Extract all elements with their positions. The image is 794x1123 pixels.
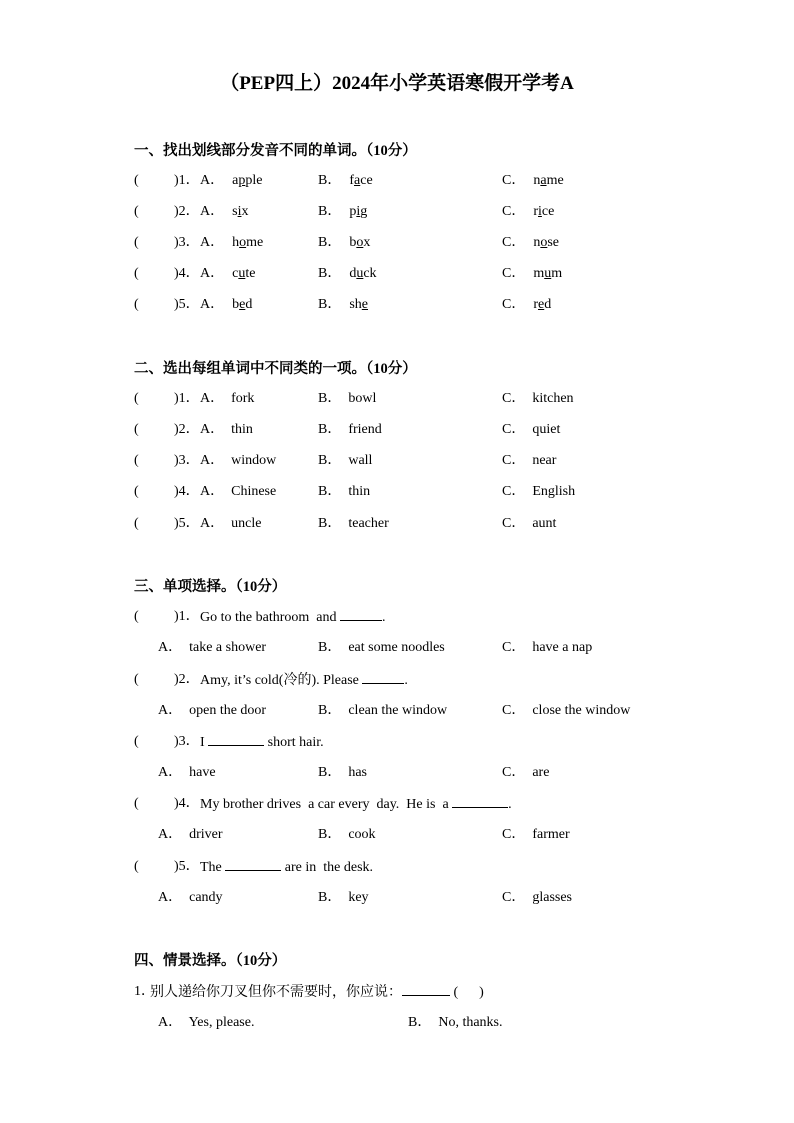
option-c: C． aunt: [502, 516, 557, 531]
option-c: C． have a nap: [502, 640, 593, 655]
question-number: )3．: [174, 734, 200, 749]
option-c: [502, 294, 551, 316]
option-c: [502, 201, 554, 223]
underlined-letters: a: [354, 173, 361, 188]
word-part: se: [547, 235, 560, 250]
answer-paren-open: (: [134, 422, 139, 437]
question-number: )3．: [174, 235, 200, 250]
question-stem: [200, 606, 385, 629]
word-part: b: [349, 235, 357, 250]
word-part: n: [533, 235, 541, 250]
question-row: [134, 981, 774, 1003]
option-word: [349, 266, 376, 281]
underlined-letters: a: [540, 173, 547, 188]
question-number: 1．: [134, 984, 155, 999]
word-part: me: [546, 173, 564, 188]
answer-paren-open: (: [134, 672, 139, 687]
answer-blank: [362, 669, 404, 684]
word-part: m: [533, 266, 545, 281]
word-part: x: [363, 235, 371, 250]
answer-blank: [208, 731, 264, 746]
question-row: [134, 606, 774, 628]
answer-paren-open: (: [134, 859, 139, 874]
question-row: [134, 263, 774, 285]
options-row: [134, 700, 774, 722]
option-b: B． cook: [318, 827, 376, 842]
section-1-heading: 一、找出划线部分发音不同的单词。（10分）: [134, 143, 417, 159]
answer-blank: [225, 856, 281, 871]
question-row: [134, 513, 774, 535]
option-b: [318, 263, 377, 285]
question-row: [134, 793, 774, 815]
question-row: [134, 856, 774, 878]
stem-text: are in the desk.: [281, 860, 374, 875]
option-word: [533, 204, 554, 219]
underlined-letters: e: [361, 297, 369, 312]
option-word: [232, 204, 248, 219]
answer-paren-open: (: [134, 173, 139, 188]
option-letter: B．: [318, 297, 342, 312]
word-part: ce: [360, 173, 373, 188]
question-number: )2．: [174, 422, 200, 437]
word-part: n: [533, 173, 541, 188]
option-b: B． clean the window: [318, 703, 448, 718]
option-b: [318, 294, 368, 316]
option-letter: B．: [318, 235, 342, 250]
option-b: B． key: [318, 890, 369, 905]
stem-text: I: [200, 735, 209, 750]
answer-paren-open: (: [134, 297, 139, 312]
answer-blank: [340, 606, 382, 621]
option-word: [533, 173, 563, 188]
stem-text: .: [381, 610, 386, 625]
option-a: A． take a shower: [158, 640, 267, 655]
option-c: [502, 232, 559, 254]
option-letter: C．: [502, 235, 526, 250]
question-row: [134, 388, 774, 410]
section-4-heading: 四、情景选择。（10分）: [134, 953, 287, 969]
stem-text: The: [200, 860, 226, 875]
option-word: [349, 173, 372, 188]
option-b: [318, 201, 367, 223]
question-number: )4．: [174, 266, 200, 281]
question-number: )5．: [174, 297, 200, 312]
option-b: B． bowl: [318, 391, 377, 406]
underlined-letters: u: [238, 266, 246, 281]
page-title: （PEP四上）2024年小学英语寒假开学考A: [220, 73, 574, 94]
option-c: C． close the window: [502, 703, 631, 718]
word-part: b: [232, 297, 240, 312]
section-3-heading: 三、单项选择。（10分）: [134, 579, 287, 595]
word-part: ple: [245, 173, 263, 188]
option-word: [232, 266, 255, 281]
option-a: A． have: [158, 765, 216, 780]
underlined-letters: o: [239, 235, 247, 250]
option-letter: C．: [502, 173, 526, 188]
stem-text: Amy, it’s cold(冷的). Please: [200, 673, 363, 688]
section-2-heading: 二、选出每组单词中不同类的一项。（10分）: [134, 361, 417, 377]
options-row: [134, 887, 774, 909]
option-a: A． fork: [200, 391, 255, 406]
question-row: [134, 731, 774, 753]
option-b: B． friend: [318, 422, 382, 437]
word-part: f: [349, 173, 355, 188]
option-b: B． teacher: [318, 516, 389, 531]
option-c: [502, 170, 564, 192]
question-number: )1．: [174, 609, 200, 624]
underlined-letters: i: [237, 204, 242, 219]
option-word: [349, 204, 367, 219]
option-c: [502, 263, 562, 285]
word-part: c: [232, 266, 239, 281]
answer-paren-open: (: [134, 484, 139, 499]
option-a: A． candy: [158, 890, 223, 905]
answer-paren-open: (: [134, 204, 139, 219]
answer-blank: [402, 981, 450, 996]
underlined-letters: e: [239, 297, 246, 312]
word-part: r: [533, 297, 539, 312]
options-row: [134, 762, 774, 784]
word-part: a: [232, 173, 239, 188]
question-number: )4．: [174, 796, 200, 811]
word-part: me: [246, 235, 264, 250]
question-stem: [200, 669, 408, 692]
word-part: d: [544, 297, 552, 312]
options-row: [134, 637, 774, 659]
option-a: A． uncle: [200, 516, 262, 531]
answer-blank: [452, 793, 508, 808]
option-word: [349, 297, 368, 312]
stem-text: Go to the bathroom and: [200, 610, 340, 625]
option-a: [200, 232, 263, 254]
question-row: [134, 481, 774, 503]
option-b: B． thin: [318, 484, 371, 499]
option-a: A． window: [200, 453, 277, 468]
underlined-letters: o: [356, 235, 364, 250]
option-word: [232, 297, 252, 312]
question-row: [134, 201, 774, 223]
option-word: [232, 235, 263, 250]
option-letter: B．: [318, 204, 342, 219]
question-number: )3．: [174, 453, 200, 468]
word-part: r: [533, 204, 539, 219]
word-part: m: [551, 266, 563, 281]
option-a: A． Yes, please.: [158, 1015, 255, 1030]
question-row: [134, 294, 774, 316]
question-number: )2．: [174, 204, 200, 219]
question-row: [134, 450, 774, 472]
option-letter: A．: [200, 235, 225, 250]
underlined-letters: e: [538, 297, 545, 312]
word-part: sh: [349, 297, 362, 312]
word-part: ce: [541, 204, 555, 219]
option-c: C． quiet: [502, 422, 561, 437]
underlined-letters: i: [356, 204, 361, 219]
stem-text: short hair.: [264, 735, 324, 750]
option-b: [318, 170, 373, 192]
option-b: B． wall: [318, 453, 373, 468]
option-a: [200, 263, 255, 285]
underlined-letters: i: [538, 204, 542, 219]
underlined-letters: u: [356, 266, 364, 281]
underlined-letters: o: [540, 235, 548, 250]
word-part: h: [232, 235, 240, 250]
option-letter: B．: [318, 173, 342, 188]
options-row: [134, 824, 774, 846]
option-a: [200, 201, 248, 223]
underlined-letters: p: [238, 173, 246, 188]
option-a: [200, 170, 262, 192]
word-part: d: [349, 266, 357, 281]
option-c: C． kitchen: [502, 391, 574, 406]
option-a: A． driver: [158, 827, 223, 842]
option-b: B． eat some noodles: [318, 640, 445, 655]
question-row: [134, 419, 774, 441]
word-part: ck: [363, 266, 377, 281]
answer-paren-open: (: [134, 796, 139, 811]
option-c: C． are: [502, 765, 550, 780]
option-word: [349, 235, 370, 250]
question-row: [134, 170, 774, 192]
word-part: te: [245, 266, 256, 281]
question-stem: [200, 856, 373, 879]
option-letter: C．: [502, 204, 526, 219]
option-a: A． thin: [200, 422, 253, 437]
options-row: [134, 1012, 774, 1034]
word-part: x: [241, 204, 249, 219]
question-number: )1．: [174, 173, 200, 188]
stem-text: ( ): [450, 985, 484, 1000]
option-word: [533, 297, 551, 312]
question-text: [150, 981, 484, 1004]
question-number: )5．: [174, 859, 200, 874]
option-word: [232, 173, 262, 188]
underlined-letters: u: [544, 266, 552, 281]
question-stem: [200, 731, 324, 754]
stem-text: .: [404, 673, 408, 688]
option-letter: A．: [200, 266, 225, 281]
option-letter: B．: [318, 266, 342, 281]
answer-paren-open: (: [134, 734, 139, 749]
option-b: [318, 232, 370, 254]
option-c: C． glasses: [502, 890, 572, 905]
stem-text: 别人递给你刀叉但你不需要时，你应说：: [150, 985, 402, 1000]
option-letter: C．: [502, 297, 526, 312]
option-letter: C．: [502, 266, 526, 281]
option-c: C． near: [502, 453, 557, 468]
word-part: p: [349, 204, 357, 219]
stem-text: .: [508, 797, 512, 812]
answer-paren-open: (: [134, 516, 139, 531]
stem-text: My brother drives a car every day. He is a: [200, 797, 453, 812]
option-a: A． Chinese: [200, 484, 277, 499]
option-b: B． has: [318, 765, 367, 780]
option-b: B． No, thanks.: [408, 1015, 503, 1030]
option-letter: A．: [200, 204, 225, 219]
option-letter: A．: [200, 173, 225, 188]
word-part: s: [232, 204, 238, 219]
question-stem: [200, 793, 512, 816]
question-row: [134, 232, 774, 254]
option-a: A． open the door: [158, 703, 267, 718]
option-c: C． farmer: [502, 827, 570, 842]
option-letter: A．: [200, 297, 225, 312]
option-c: C． English: [502, 484, 576, 499]
answer-paren-open: (: [134, 266, 139, 281]
question-row: [134, 669, 774, 691]
question-number: )2．: [174, 672, 200, 687]
question-number: )1．: [174, 391, 200, 406]
option-word: [533, 235, 559, 250]
answer-paren-open: (: [134, 235, 139, 250]
word-part: d: [245, 297, 253, 312]
question-number: )4．: [174, 484, 200, 499]
option-a: [200, 294, 252, 316]
answer-paren-open: (: [134, 609, 139, 624]
option-word: [533, 266, 562, 281]
answer-paren-open: (: [134, 453, 139, 468]
question-number: )5．: [174, 516, 200, 531]
answer-paren-open: (: [134, 391, 139, 406]
word-part: g: [360, 204, 368, 219]
